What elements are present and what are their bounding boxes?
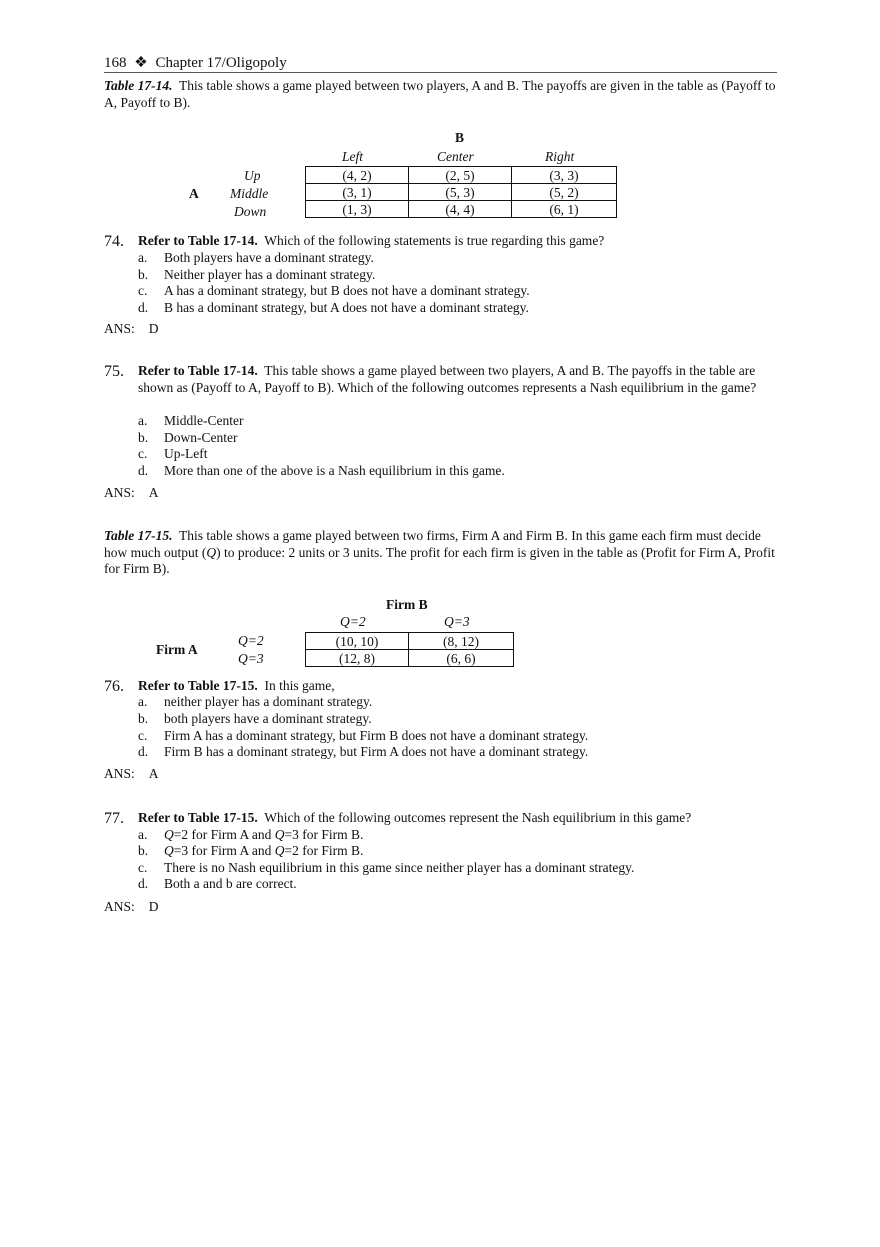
col-header: Center: [437, 149, 474, 164]
question-stem: [138, 678, 783, 695]
question-text: In this game,: [264, 678, 335, 693]
option-letter: b.: [138, 711, 149, 726]
table-row: [306, 167, 617, 184]
table-description-cont: ) to produce: 2 units or 3 units. The profit for each firm is given in the table as (Profit for Firm A, Profit for Firm B).: [104, 544, 775, 576]
header-rule: [104, 72, 777, 73]
table-row: [306, 650, 514, 667]
option-letter: d.: [138, 300, 149, 315]
option-text: Firm A has a dominant strategy, but Firm B does not have a dominant strategy.: [164, 728, 589, 743]
payoff-cell: (6, 1): [512, 201, 617, 218]
answer-label: ANS:: [104, 766, 135, 781]
answer-label: ANS:: [104, 485, 135, 500]
option-text: Middle-Center: [164, 413, 244, 428]
option-text: Neither player has a dominant strategy.: [164, 267, 376, 282]
option-text: Up-Left: [164, 446, 208, 461]
payoff-cell: (5, 3): [409, 184, 512, 201]
q-variable: Q: [274, 843, 285, 858]
option-b: [138, 843, 363, 860]
question-stem: [138, 233, 783, 250]
question-number: 76.: [104, 678, 124, 695]
question-number: 77.: [104, 810, 124, 827]
option-c: [138, 728, 588, 745]
option-c: [138, 283, 530, 300]
option-d: [138, 876, 297, 893]
row-header: Middle: [230, 186, 269, 201]
payoff-cell: (3, 1): [306, 184, 409, 201]
payoff-cell: (10, 10): [306, 633, 409, 650]
payoff-cell: (2, 5): [409, 167, 512, 184]
table-17-15-caption: [104, 528, 784, 578]
option-d: [138, 744, 588, 761]
option-d: [138, 463, 505, 480]
payoff-table-17-15: [305, 632, 514, 667]
q-variable: Q: [164, 843, 174, 858]
row-header: Down: [234, 204, 267, 219]
option-letter: c.: [138, 283, 148, 298]
question-text: Which of the following statements is true regarding this game?: [264, 233, 605, 248]
option-letter: b.: [138, 430, 149, 445]
option-c: [138, 860, 634, 877]
payoff-cell: (6, 6): [409, 650, 514, 667]
table-description: This table shows a game played between two firms, Firm A and Firm B. In this game each firm must decide how much output (: [104, 528, 761, 560]
table-row: [306, 184, 617, 201]
option-text: A has a dominant strategy, but B does not have a dominant strategy.: [164, 283, 530, 298]
payoff-cell: (12, 8): [306, 650, 409, 667]
option-text: =2 for Firm B.: [284, 843, 364, 858]
row-header: Q=2: [238, 633, 264, 648]
answer-76: [104, 766, 159, 782]
question-ref: Refer to Table 17-15.: [138, 810, 258, 825]
col-player-label: B: [455, 130, 465, 145]
option-a: [138, 413, 243, 430]
col-header: Q=3: [444, 614, 470, 629]
option-letter: d.: [138, 463, 149, 478]
table-row: [306, 633, 514, 650]
option-d: [138, 300, 529, 317]
table-row: [306, 201, 617, 218]
option-letter: b.: [138, 267, 149, 282]
answer-value: A: [148, 766, 159, 781]
question-number: 75.: [104, 363, 124, 380]
question-stem: [138, 363, 783, 396]
question-number: 74.: [104, 233, 124, 250]
q-variable: Q: [164, 827, 174, 842]
option-letter: a.: [138, 413, 148, 428]
option-text: Both players have a dominant strategy.: [164, 250, 374, 265]
table-label: Table 17-15.: [104, 528, 173, 543]
answer-label: ANS:: [104, 321, 135, 336]
question-text: Which of the following outcomes represent the Nash equilibrium in this game?: [264, 810, 692, 825]
payoff-cell: (1, 3): [306, 201, 409, 218]
col-header: Q=2: [340, 614, 366, 629]
answer-75: [104, 485, 159, 501]
option-letter: a.: [138, 250, 148, 265]
answer-77: [104, 899, 159, 915]
col-player-label: Firm B: [386, 597, 428, 612]
option-c: [138, 446, 207, 463]
option-b: [138, 267, 375, 284]
option-text: neither player has a dominant strategy.: [164, 694, 373, 709]
option-text: Firm B has a dominant strategy, but Firm A does not have a dominant strategy.: [164, 744, 589, 759]
option-letter: c.: [138, 728, 148, 743]
table-description: This table shows a game played between two players, A and B. The payoffs are given in the table as (Payoff to A, Payoff to B).: [104, 78, 776, 110]
option-letter: a.: [138, 694, 148, 709]
row-header: Q=3: [238, 651, 264, 666]
question-ref: Refer to Table 17-14.: [138, 233, 258, 248]
answer-value: D: [148, 899, 159, 914]
option-text: =2 for Firm A and: [173, 827, 275, 842]
row-player-label: A: [189, 186, 199, 201]
payoff-cell: (3, 3): [512, 167, 617, 184]
answer-value: D: [148, 321, 159, 336]
option-text: =3 for Firm B.: [284, 827, 364, 842]
output-variable: Q: [206, 544, 217, 560]
row-header: Up: [244, 168, 261, 183]
option-a: [138, 827, 363, 844]
option-text: both players have a dominant strategy.: [164, 711, 372, 726]
answer-label: ANS:: [104, 899, 135, 914]
diamond-separator-icon: ❖: [134, 55, 148, 71]
option-letter: b.: [138, 843, 149, 858]
option-letter: a.: [138, 827, 148, 842]
payoff-table-17-14: [305, 166, 617, 218]
question-ref: Refer to Table 17-15.: [138, 678, 258, 693]
q-variable: Q: [274, 827, 285, 842]
question-text: This table shows a game played between two players, A and B. The payoffs in the table are shown as (Payoff to A, Payoff to B). Which of the following outcomes represents a Nash equilibrium in the game?: [138, 363, 757, 395]
option-text: There is no Nash equilibrium in this game since neither player has a dominant strategy.: [164, 860, 635, 875]
table-label: Table 17-14.: [104, 78, 173, 93]
payoff-cell: (8, 12): [409, 633, 514, 650]
answer-74: [104, 321, 159, 337]
table-17-14-caption: [104, 78, 784, 111]
option-letter: d.: [138, 876, 149, 891]
option-a: [138, 694, 372, 711]
option-text: =3 for Firm A and: [173, 843, 275, 858]
payoff-cell: (5, 2): [512, 184, 617, 201]
question-ref: Refer to Table 17-14.: [138, 363, 258, 378]
question-stem: [138, 810, 783, 827]
col-header: Right: [545, 149, 575, 164]
page-number: 168: [104, 55, 127, 71]
row-player-label: Firm A: [156, 642, 198, 657]
answer-value: A: [148, 485, 159, 500]
option-letter: c.: [138, 860, 148, 875]
option-text: B has a dominant strategy, but A does not have a dominant strategy.: [164, 300, 529, 315]
payoff-cell: (4, 2): [306, 167, 409, 184]
page-header: [104, 53, 287, 72]
option-b: [138, 430, 237, 447]
option-text: Down-Center: [164, 430, 238, 445]
payoff-cell: (4, 4): [409, 201, 512, 218]
option-letter: c.: [138, 446, 148, 461]
option-text: More than one of the above is a Nash equilibrium in this game.: [164, 463, 505, 478]
col-header: Left: [342, 149, 364, 164]
option-a: [138, 250, 374, 267]
option-letter: d.: [138, 744, 149, 759]
chapter-title: Chapter 17/Oligopoly: [155, 55, 287, 71]
option-b: [138, 711, 372, 728]
option-text: Both a and b are correct.: [164, 876, 297, 891]
